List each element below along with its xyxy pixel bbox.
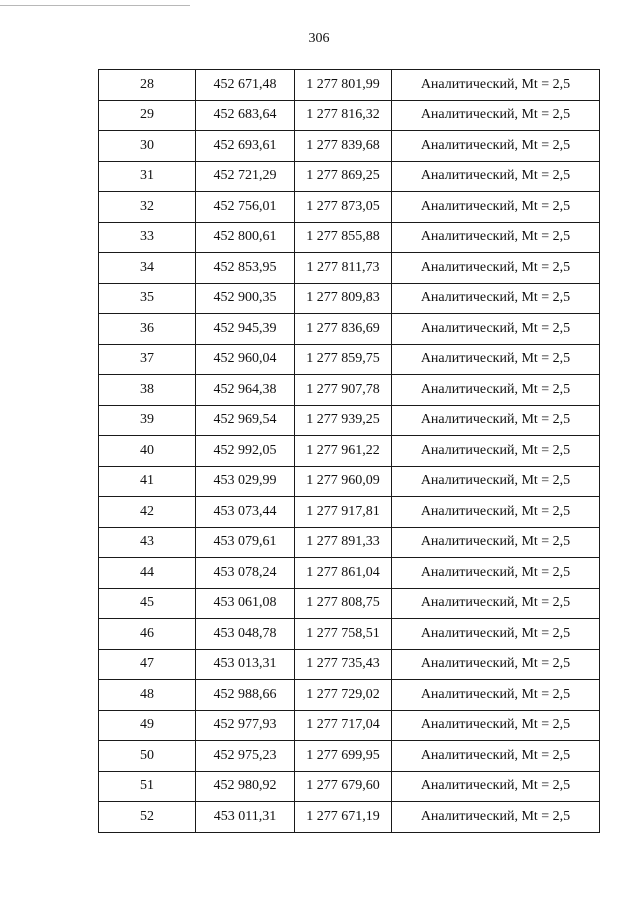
x-coordinate-cell: 453 078,24 xyxy=(196,558,295,589)
y-coordinate-cell: 1 277 729,02 xyxy=(295,680,392,711)
table-row xyxy=(99,619,600,650)
y-coordinate-cell: 1 277 907,78 xyxy=(295,375,392,406)
y-coordinate-cell: 1 277 758,51 xyxy=(295,619,392,650)
y-coordinate-cell: 1 277 811,73 xyxy=(295,253,392,284)
page-number: 306 xyxy=(308,31,330,46)
x-coordinate-cell: 452 945,39 xyxy=(196,314,295,345)
y-coordinate-cell: 1 277 808,75 xyxy=(295,588,392,619)
method-cell: Аналитический, Mt = 2,5 xyxy=(392,405,600,436)
method-cell: Аналитический, Mt = 2,5 xyxy=(392,222,600,253)
point-number-cell: 39 xyxy=(99,405,196,436)
table-row xyxy=(99,771,600,802)
point-number-cell: 48 xyxy=(99,680,196,711)
method-cell: Аналитический, Mt = 2,5 xyxy=(392,497,600,528)
x-coordinate-cell: 453 029,99 xyxy=(196,466,295,497)
point-number-cell: 36 xyxy=(99,314,196,345)
y-coordinate-cell: 1 277 809,83 xyxy=(295,283,392,314)
x-coordinate-cell: 453 073,44 xyxy=(196,497,295,528)
x-coordinate-cell: 452 992,05 xyxy=(196,436,295,467)
table-row xyxy=(99,680,600,711)
method-cell: Аналитический, Mt = 2,5 xyxy=(392,802,600,833)
table-row xyxy=(99,314,600,345)
table-row xyxy=(99,558,600,589)
point-number-cell: 42 xyxy=(99,497,196,528)
x-coordinate-cell: 452 721,29 xyxy=(196,161,295,192)
x-coordinate-cell: 452 693,61 xyxy=(196,131,295,162)
x-coordinate-cell: 452 683,64 xyxy=(196,100,295,131)
table-row xyxy=(99,527,600,558)
point-number-cell: 34 xyxy=(99,253,196,284)
table-row xyxy=(99,405,600,436)
coordinates-table xyxy=(98,69,600,833)
method-cell: Аналитический, Mt = 2,5 xyxy=(392,649,600,680)
x-coordinate-cell: 452 900,35 xyxy=(196,283,295,314)
x-coordinate-cell: 453 048,78 xyxy=(196,619,295,650)
x-coordinate-cell: 452 969,54 xyxy=(196,405,295,436)
point-number-cell: 44 xyxy=(99,558,196,589)
point-number-cell: 35 xyxy=(99,283,196,314)
y-coordinate-cell: 1 277 801,99 xyxy=(295,70,392,101)
point-number-cell: 32 xyxy=(99,192,196,223)
point-number-cell: 51 xyxy=(99,771,196,802)
method-cell: Аналитический, Mt = 2,5 xyxy=(392,192,600,223)
point-number-cell: 49 xyxy=(99,710,196,741)
x-coordinate-cell: 452 977,93 xyxy=(196,710,295,741)
table-row xyxy=(99,222,600,253)
point-number-cell: 43 xyxy=(99,527,196,558)
point-number-cell: 28 xyxy=(99,70,196,101)
table-row xyxy=(99,344,600,375)
point-number-cell: 45 xyxy=(99,588,196,619)
table-row xyxy=(99,497,600,528)
table-row xyxy=(99,588,600,619)
x-coordinate-cell: 452 988,66 xyxy=(196,680,295,711)
x-coordinate-cell: 453 013,31 xyxy=(196,649,295,680)
method-cell: Аналитический, Mt = 2,5 xyxy=(392,741,600,772)
y-coordinate-cell: 1 277 699,95 xyxy=(295,741,392,772)
table-row xyxy=(99,802,600,833)
point-number-cell: 40 xyxy=(99,436,196,467)
table-row xyxy=(99,283,600,314)
method-cell: Аналитический, Mt = 2,5 xyxy=(392,710,600,741)
table-row xyxy=(99,710,600,741)
table-row xyxy=(99,70,600,101)
y-coordinate-cell: 1 277 679,60 xyxy=(295,771,392,802)
y-coordinate-cell: 1 277 816,32 xyxy=(295,100,392,131)
x-coordinate-cell: 452 800,61 xyxy=(196,222,295,253)
point-number-cell: 38 xyxy=(99,375,196,406)
table-row xyxy=(99,741,600,772)
x-coordinate-cell: 453 079,61 xyxy=(196,527,295,558)
table-row xyxy=(99,253,600,284)
y-coordinate-cell: 1 277 960,09 xyxy=(295,466,392,497)
method-cell: Аналитический, Mt = 2,5 xyxy=(392,375,600,406)
x-coordinate-cell: 453 061,08 xyxy=(196,588,295,619)
point-number-cell: 30 xyxy=(99,131,196,162)
method-cell: Аналитический, Mt = 2,5 xyxy=(392,527,600,558)
method-cell: Аналитический, Mt = 2,5 xyxy=(392,680,600,711)
x-coordinate-cell: 453 011,31 xyxy=(196,802,295,833)
table-row xyxy=(99,466,600,497)
table-row xyxy=(99,192,600,223)
method-cell: Аналитический, Mt = 2,5 xyxy=(392,344,600,375)
method-cell: Аналитический, Mt = 2,5 xyxy=(392,558,600,589)
y-coordinate-cell: 1 277 839,68 xyxy=(295,131,392,162)
y-coordinate-cell: 1 277 735,43 xyxy=(295,649,392,680)
y-coordinate-cell: 1 277 717,04 xyxy=(295,710,392,741)
method-cell: Аналитический, Mt = 2,5 xyxy=(392,253,600,284)
y-coordinate-cell: 1 277 859,75 xyxy=(295,344,392,375)
x-coordinate-cell: 452 853,95 xyxy=(196,253,295,284)
method-cell: Аналитический, Mt = 2,5 xyxy=(392,771,600,802)
table-row xyxy=(99,131,600,162)
y-coordinate-cell: 1 277 873,05 xyxy=(295,192,392,223)
coordinates-table-body xyxy=(99,70,600,833)
table-row xyxy=(99,161,600,192)
point-number-cell: 46 xyxy=(99,619,196,650)
point-number-cell: 47 xyxy=(99,649,196,680)
method-cell: Аналитический, Mt = 2,5 xyxy=(392,466,600,497)
y-coordinate-cell: 1 277 855,88 xyxy=(295,222,392,253)
point-number-cell: 50 xyxy=(99,741,196,772)
point-number-cell: 33 xyxy=(99,222,196,253)
y-coordinate-cell: 1 277 836,69 xyxy=(295,314,392,345)
y-coordinate-cell: 1 277 961,22 xyxy=(295,436,392,467)
y-coordinate-cell: 1 277 917,81 xyxy=(295,497,392,528)
y-coordinate-cell: 1 277 671,19 xyxy=(295,802,392,833)
y-coordinate-cell: 1 277 861,04 xyxy=(295,558,392,589)
x-coordinate-cell: 452 980,92 xyxy=(196,771,295,802)
x-coordinate-cell: 452 975,23 xyxy=(196,741,295,772)
method-cell: Аналитический, Mt = 2,5 xyxy=(392,100,600,131)
point-number-cell: 29 xyxy=(99,100,196,131)
method-cell: Аналитический, Mt = 2,5 xyxy=(392,619,600,650)
x-coordinate-cell: 452 964,38 xyxy=(196,375,295,406)
method-cell: Аналитический, Mt = 2,5 xyxy=(392,588,600,619)
table-row xyxy=(99,100,600,131)
method-cell: Аналитический, Mt = 2,5 xyxy=(392,70,600,101)
table-row xyxy=(99,649,600,680)
x-coordinate-cell: 452 756,01 xyxy=(196,192,295,223)
method-cell: Аналитический, Mt = 2,5 xyxy=(392,314,600,345)
method-cell: Аналитический, Mt = 2,5 xyxy=(392,436,600,467)
method-cell: Аналитический, Mt = 2,5 xyxy=(392,283,600,314)
x-coordinate-cell: 452 960,04 xyxy=(196,344,295,375)
point-number-cell: 41 xyxy=(99,466,196,497)
table-row xyxy=(99,375,600,406)
y-coordinate-cell: 1 277 869,25 xyxy=(295,161,392,192)
point-number-cell: 31 xyxy=(99,161,196,192)
method-cell: Аналитический, Mt = 2,5 xyxy=(392,161,600,192)
top-rule xyxy=(0,5,190,6)
y-coordinate-cell: 1 277 891,33 xyxy=(295,527,392,558)
point-number-cell: 37 xyxy=(99,344,196,375)
x-coordinate-cell: 452 671,48 xyxy=(196,70,295,101)
method-cell: Аналитический, Mt = 2,5 xyxy=(392,131,600,162)
y-coordinate-cell: 1 277 939,25 xyxy=(295,405,392,436)
table-row xyxy=(99,436,600,467)
point-number-cell: 52 xyxy=(99,802,196,833)
